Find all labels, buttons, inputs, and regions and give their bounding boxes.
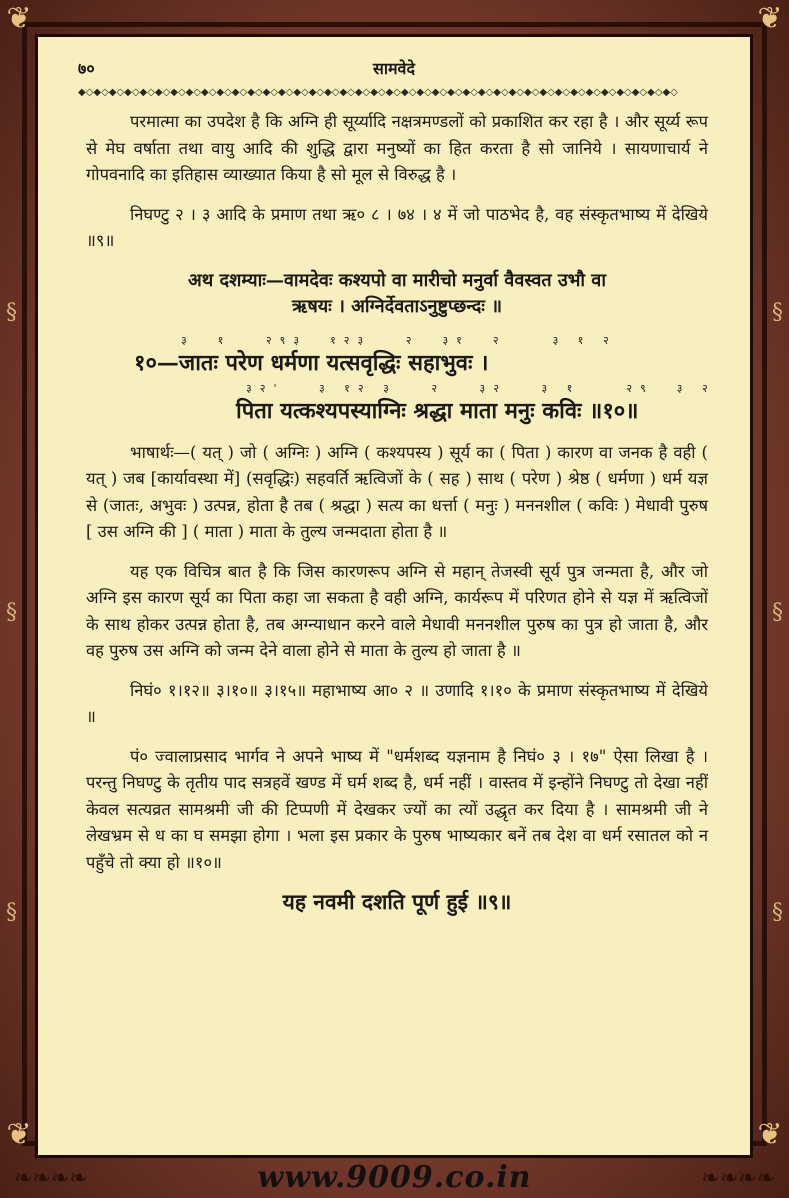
paragraph-citations: निघं० १।१२॥ ३।१०॥ ३।१५॥ महाभाष्य आ० २ ॥ उणादि १।१० के प्रमाण संस्कृतभाष्य में देखिये ॥: [86, 680, 708, 726]
corner-ornament-icon: ❦: [6, 1, 32, 36]
paragraph-intro: परमात्मा का उपदेश है कि अग्नि ही सूर्य्यादि नक्षत्रमण्डलों को प्रकाशित कर रहा है । और सूर्य्य रूप से मेघ वर्षाता तथा वायु आदि की शुद्धि द्वारा मनुष्यों का हित करता है सो जानिये । सायणाचार्य ने गोपवनादि का इतिहास व्याख्यात किया है सो मूल से विरुद्ध है ।: [86, 112, 708, 184]
footer: [0, 1158, 789, 1198]
mantra-line-1: १०—जातः परेण धर्मणा यत्सवृद्धिः सहाभुवः ।: [134, 349, 489, 376]
paragraph-bhasharth: भाषार्थः—( यत् ) जो ( अग्निः ) अग्नि ( कश्यपस्य ) सूर्य का ( पिता ) कारण वा जनक है वही ( यत् ) जब [कार्यावस्था में] (सवृद्धिः) सहवर्ति ऋत्विजों के ( सह ) साथ ( परेण ) श्रेष्ठ ( धर्मणा ) धर्म यज्ञ से (जातः, अभुवः ) उत्पन्न, होता है तब ( श्रद्धा ) सत्य का धर्त्ता ( मनुः ) मननशील ( कविः ) मेधावी पुरुष [ उस अग्नि की ] ( माता ) माता के तुल्य जन्मदाता होता है ॥: [86, 442, 708, 541]
scroll-ornament-icon: §: [772, 900, 783, 925]
accent-marks-line-2: ३२' ३ १२ ३ २ ३२ ३ १ २९ ३ २: [246, 381, 716, 395]
mantra-intro-line-2: ऋषयः । अग्निर्देवताऽनुष्टुप्छन्दः ॥: [291, 296, 502, 317]
scroll-ornament-icon: §: [772, 600, 783, 625]
paragraph-critique: पं० ज्वालाप्रसाद भार्गव ने अपने भाष्य में "धर्मशब्द यज्ञनाम है निघं० ३ । १७" ऐसा लिखा है । परन्तु निघण्टु के तृतीय पाद सत्रहवें खण्ड में घर्म शब्द है, धर्म नहीं । वास्तव में इन्होंने निघण्टु तो देखा नहीं केवल सत्यव्रत सामश्रमी जी की टिप्पणी में देखकर ज्यों का त्यों उद्धृत कर दिया है । सामश्रमी जी ने लेखभ्रम से ध का घ समझा होगा । भला इस प्रकार के पुरुष भाष्यकार बनें तब देश वा धर्म रसातल को न पहुँचे तो क्या हो ॥१०॥: [86, 746, 708, 872]
book-title: सामवेदे: [373, 59, 415, 78]
paragraph-explanation: यह एक विचित्र बात है कि जिस कारणरूप अग्नि से महान् तेजस्वी सूर्य पुत्र जन्मता है, और जो अग्नि इस कारण सूर्य का पिता कहा जा सकता है वही अग्नि, कार्यरूप में परिणत होने से यज्ञ में ऋत्विजों के साथ होकर उत्पन्न होता है, तब अग्न्याधान करने वाले मेधावी मननशील पुरुष का पुत्र हो जाता है, और वह पुरुष उस अग्नि को जन्म देने वाला होने से माता के तुल्य हो जाता है ॥: [86, 561, 708, 660]
scroll-ornament-icon: §: [6, 300, 17, 325]
mantra-line-2: पिता यत्कश्यपस्याग्निः श्रद्धा माता मनुः कविः ॥१०॥: [236, 397, 639, 424]
mantra-intro-line-1: अथ दशम्याः—वामदेवः कश्यपो वा मारीचो मनुर्वा वैवस्वत उभौ वा: [188, 269, 606, 291]
page-number: ७०: [78, 59, 95, 78]
scroll-ornament-icon: §: [6, 600, 17, 625]
section-closing: यह नवमी दशति पूर्ण हुई ॥९॥: [282, 889, 512, 914]
book-page: [35, 34, 753, 1158]
corner-ornament-icon: ❦: [6, 1117, 32, 1152]
corner-ornament-icon: ❦: [757, 1117, 783, 1152]
website-url: www.9009.co.in: [257, 1160, 532, 1195]
corner-ornament-icon: ❦: [757, 1, 783, 36]
scroll-ornament-icon: §: [6, 900, 17, 925]
header-divider: ◆◇◆◇◆◇◆◇◆◇◆◇◆◇◆◇◆◇◆◇◆◇◆◇◆◇◆◇◆◇◆◇◆◇◆◇◆◇◆◇◆◇◆◇◆◇◆◇◆◇◆◇◆◇◆◇◆◇◆◇◆◇◆◇◆◇◆◇◆◇◆◇◆◇◆◇◆◇: [78, 87, 678, 98]
scroll-ornament-icon: §: [772, 300, 783, 325]
accent-marks-line-1: ३ १ २९३ १२३ २ ३१ २ ३ १ २: [181, 333, 617, 347]
page-header: [78, 57, 710, 87]
page-content: [86, 109, 716, 929]
paragraph-reference: निघण्टु २ । ३ आदि के प्रमाण तथा ऋ० ८ । ७४ । ४ में जो पाठभेद है, वह संस्कृतभाष्य में देखिये ॥९॥: [86, 204, 708, 250]
footer-ornament-icon: ❧❧❧❧: [701, 1166, 775, 1191]
footer-ornament-icon: ❧❧❧❧: [14, 1166, 88, 1191]
